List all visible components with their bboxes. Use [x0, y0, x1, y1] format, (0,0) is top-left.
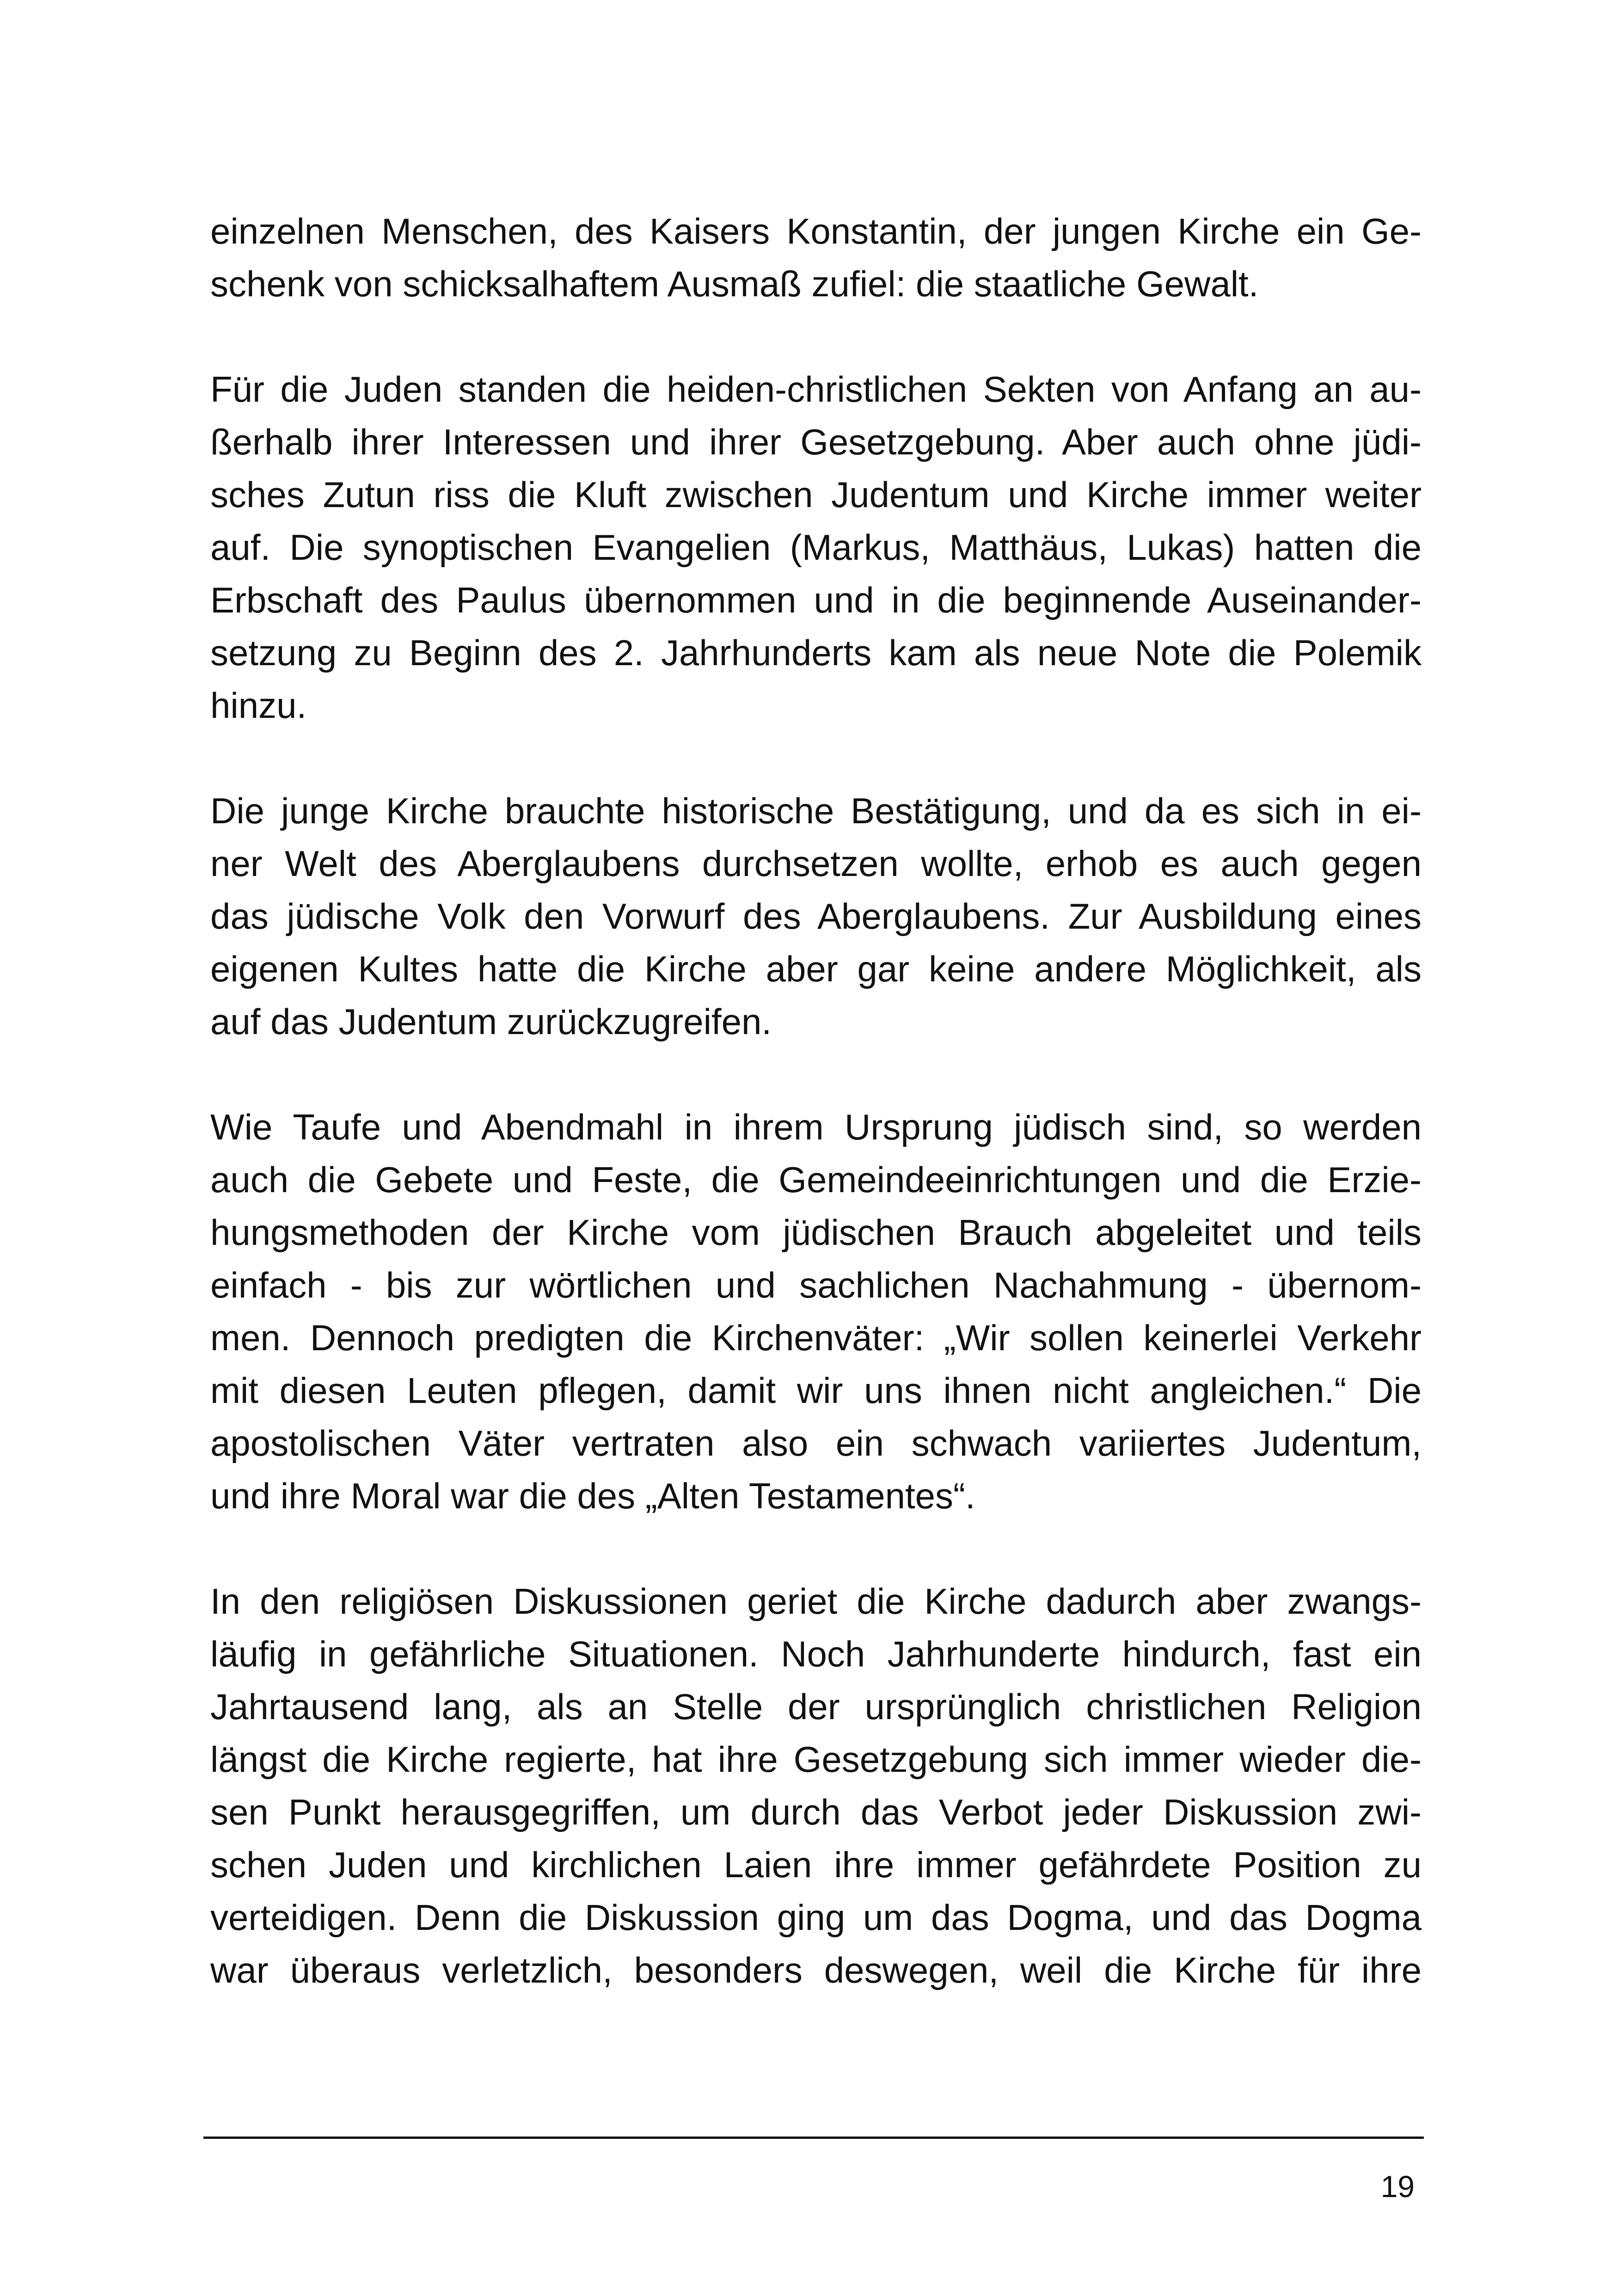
text-line: längst die Kirche regierte, hat ihre Gesetzgebung sich immer wieder die- — [210, 1739, 1422, 1780]
text-line: Für die Juden standen die heiden-christlichen Sekten von Anfang an au- — [210, 369, 1422, 410]
text-line: war überaus verletzlich, besonders deswegen, weil die Kirche für ihre — [210, 1950, 1422, 1990]
text-line: schen Juden und kirchlichen Laien ihre immer gefährdete Position zu — [210, 1844, 1422, 1885]
text-line: sen Punkt herausgegriffen, um durch das Verbot jeder Diskussion zwi- — [210, 1792, 1422, 1832]
text-line: das jüdische Volk den Vorwurf des Aberglaubens. Zur Ausbildung eines — [210, 896, 1422, 937]
text-line: einfach - bis zur wörtlichen und sachlichen Nachahmung - übernom- — [210, 1265, 1422, 1305]
text-line: auch die Gebete und Feste, die Gemeindeeinrichtungen und die Erzie- — [210, 1159, 1422, 1200]
text-line: ner Welt des Aberglaubens durchsetzen wollte, erhob es auch gegen — [210, 843, 1422, 884]
text-line: In den religiösen Diskussionen geriet die Kirche dadurch aber zwangs- — [210, 1581, 1422, 1622]
text-line: auf das Judentum zurückzugreifen. — [210, 1001, 772, 1042]
paragraph-1 — [210, 205, 1422, 310]
text-line: auf. Die synoptischen Evangelien (Markus, Matthäus, Lukas) hatten die — [210, 527, 1422, 568]
text-line: Die junge Kirche brauchte historische Bestätigung, und da es sich in ei- — [210, 790, 1422, 831]
text-line: Erbschaft des Paulus übernommen und in die beginnende Auseinander- — [210, 580, 1422, 620]
paragraph-2 — [210, 363, 1422, 732]
text-line: läufig in gefährliche Situationen. Noch Jahrhunderte hindurch, fast ein — [210, 1634, 1422, 1674]
text-line: Jahrtausend lang, als an Stelle der ursprünglich christlichen Religion — [210, 1686, 1422, 1727]
body-text — [210, 205, 1422, 2049]
text-line: hinzu. — [210, 685, 307, 726]
paragraph-5 — [210, 1575, 1422, 1996]
page-number: 19 — [1380, 2169, 1415, 2204]
text-line: verteidigen. Denn die Diskussion ging um das Dogma, und das Dogma — [210, 1897, 1422, 1938]
text-line: mit diesen Leuten pflegen, damit wir uns ihnen nicht angleichen.“ Die — [210, 1370, 1422, 1411]
text-line: Wie Taufe und Abendmahl in ihrem Ursprung jüdisch sind, so werden — [210, 1107, 1422, 1147]
text-line: apostolischen Väter vertraten also ein schwach variiertes Judentum, — [210, 1423, 1422, 1463]
text-line: setzung zu Beginn des 2. Jahrhunderts kam als neue Note die Polemik — [210, 632, 1422, 673]
text-line: ßerhalb ihrer Interessen und ihrer Gesetzgebung. Aber auch ohne jüdi- — [210, 422, 1422, 462]
footer-divider — [203, 2137, 1424, 2139]
paragraph-3 — [210, 784, 1422, 1048]
paragraph-4 — [210, 1101, 1422, 1522]
text-line: einzelnen Menschen, des Kaisers Konstantin, der jungen Kirche ein Ge- — [210, 211, 1422, 251]
text-line: eigenen Kultes hatte die Kirche aber gar keine andere Möglichkeit, als — [210, 949, 1422, 989]
text-line: men. Dennoch predigten die Kirchenväter: „Wir sollen keinerlei Verkehr — [210, 1317, 1422, 1358]
text-line: schenk von schicksalhaftem Ausmaß zufiel: die staatliche Gewalt. — [210, 263, 1259, 304]
text-line: und ihre Moral war die des „Alten Testamentes“. — [210, 1476, 975, 1516]
text-line: sches Zutun riss die Kluft zwischen Judentum und Kirche immer weiter — [210, 474, 1422, 515]
text-line: hungsmethoden der Kirche vom jüdischen Brauch abgeleitet und teils — [210, 1212, 1422, 1253]
